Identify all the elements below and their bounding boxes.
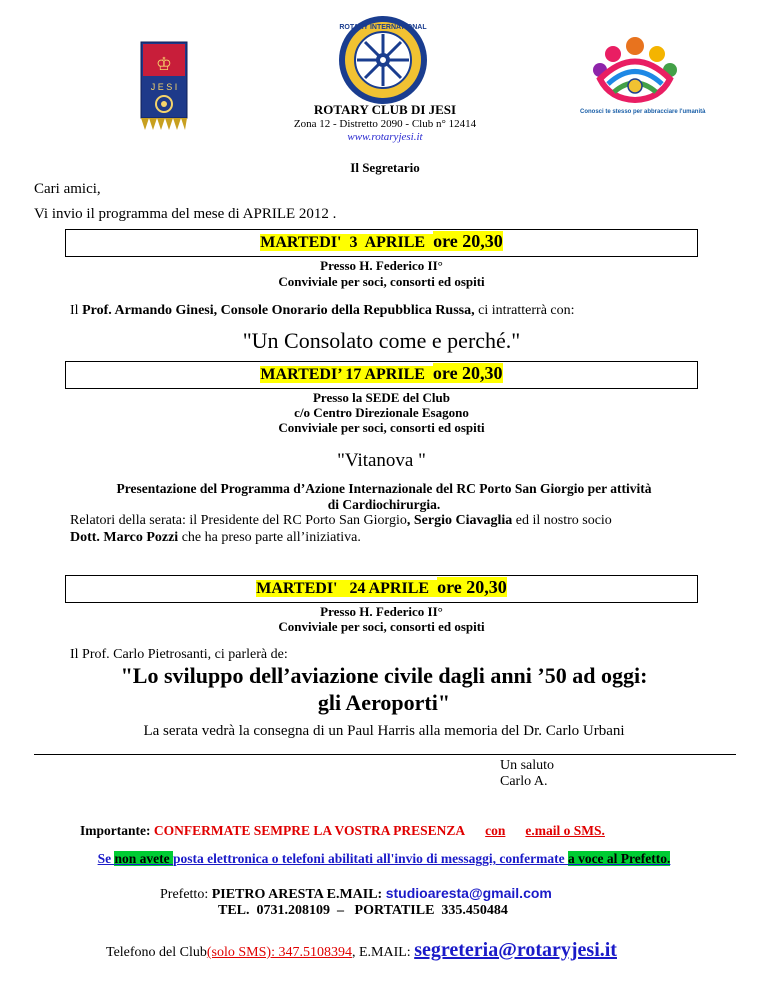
event1-type: Conviviale per soci, consorti ed ospiti (278, 274, 485, 289)
club-phone-label: Telefono del Club (106, 945, 207, 960)
jesi-banner-logo (139, 40, 189, 132)
event3-note: La serata vedrà la consegna di un Paul Harris alla memoria del Dr. Carlo Urbani (143, 723, 625, 739)
zone-line: Zona 12 - Distretto 2090 - Club n° 12414 (293, 118, 477, 130)
event3-heading (65, 577, 698, 598)
relatori-socio: Dott. Marco Pozzi (70, 530, 179, 545)
prefetto-email[interactable]: studioaresta@gmail.com (385, 885, 552, 901)
event2-relatori (70, 513, 612, 529)
notice-voce: a voce al Prefetto. (567, 851, 671, 866)
event3-venue: Presso H. Federico II° (320, 604, 443, 619)
prefetto-name: PIETRO ARESTA E.MAIL: (211, 887, 386, 902)
event1-speaker (70, 303, 575, 319)
club-phone: (solo SMS): 347.5108394 (206, 945, 352, 960)
rotary-wheel-logo (337, 14, 429, 106)
event2-type: Conviviale per soci, consorti ed ospiti (278, 420, 485, 435)
event2-venue: Presso la SEDE del Club (312, 390, 450, 405)
svg-text:ROTARY INTERNATIONAL: ROTARY INTERNATIONAL (339, 24, 427, 31)
club-email-label: , E.MAIL: (351, 945, 415, 960)
event1-space (425, 234, 433, 251)
prefetto-tel: TEL. 0731.208109 – PORTATILE 335.450484 (218, 903, 508, 918)
event1-speaker-suffix: ci intratterrà con: (474, 303, 575, 318)
notice-line (40, 851, 728, 867)
event1-talk-title: "Un Consolato come e perché." (242, 328, 521, 353)
event1-venue: Presso H. Federico II° (320, 258, 443, 273)
sender: Il Segretario (350, 160, 420, 175)
prefetto-label: Prefetto: (160, 887, 212, 902)
theme-tagline: Conosci te stesso per abbracciare l'umanità (580, 109, 706, 115)
event2-talk-title: "Vitanova " (337, 450, 426, 471)
signature-name: Carlo A. (500, 774, 548, 789)
relatori-suffix: ed il nostro socio (512, 513, 612, 528)
event1-time: ore 20,30 (433, 231, 503, 251)
club-contact-line (106, 939, 617, 962)
important-label: Importante: (80, 823, 154, 838)
event1-speaker-name: Prof. Armando Ginesi, Console Onorario della Repubblica Russa, (82, 303, 475, 318)
event2-space (425, 366, 433, 383)
intro-text: Vi invio il programma del mese di APRILE 2012 . (34, 206, 337, 222)
event1-speaker-prefix: Il (70, 303, 83, 318)
event3-space (429, 580, 437, 597)
important-text: CONFERMATE SEMPRE LA VOSTRA PRESENZA (153, 823, 466, 838)
event2-relatori-2 (70, 530, 361, 546)
event2-time: ore 20,30 (432, 363, 503, 383)
important-con: con (485, 823, 506, 838)
event2-presentation-1: Presentazione del Programma d’Azione Internazionale del RC Porto San Giorgio per attività (116, 481, 652, 496)
event3-talk-title-2: gli Aeroporti" (317, 690, 451, 715)
event1-date: MARTEDI' 3 APRILE (260, 234, 426, 251)
notice-se: Se (97, 851, 115, 866)
important-email: e.mail o SMS. (525, 823, 605, 838)
important-line (80, 823, 605, 839)
signature-closing: Un saluto (500, 758, 555, 773)
event2-presentation-2: di Cardiochirurgia. (327, 497, 441, 512)
svg-text:♔: ♔ (155, 54, 173, 75)
club-name: ROTARY CLUB DI JESI (313, 102, 457, 117)
notice-non-avete: non avete (114, 851, 173, 866)
event1-heading (65, 231, 698, 252)
theme-logo (580, 34, 706, 124)
club-email[interactable]: segreteria@rotaryjesi.it (414, 939, 617, 961)
divider (34, 754, 736, 755)
website-link[interactable]: www.rotaryjesi.it (347, 131, 423, 143)
relatori-suffix2: che ha preso parte all’iniziativa. (178, 530, 361, 545)
svg-text:J E S I: J E S I (150, 82, 178, 92)
prefetto-line (160, 885, 552, 903)
event3-talk-title-1: "Lo sviluppo dell’aviazione civile dagli anni ’50 ad oggi: (120, 663, 648, 688)
greeting: Cari amici, (34, 181, 101, 197)
event2-date: MARTEDI’ 17 APRILE (260, 366, 425, 383)
event3-time: ore 20,30 (437, 577, 507, 597)
event3-date: MARTEDI' 24 APRILE (256, 580, 430, 597)
event2-venue2: c/o Centro Direzionale Esagono (294, 405, 469, 420)
relatori-president: , Sergio Ciavaglia (406, 513, 513, 528)
event2-heading (65, 363, 698, 384)
event3-type: Conviviale per soci, consorti ed ospiti (278, 619, 485, 634)
notice-middle: posta elettronica o telefoni abilitati all'invio di messaggi, confermate (172, 851, 568, 866)
relatori-prefix: Relatori della serata: il Presidente del RC Porto San Giorgio (70, 513, 407, 528)
event3-speaker: Il Prof. Carlo Pietrosanti, ci parlerà de: (70, 647, 288, 662)
